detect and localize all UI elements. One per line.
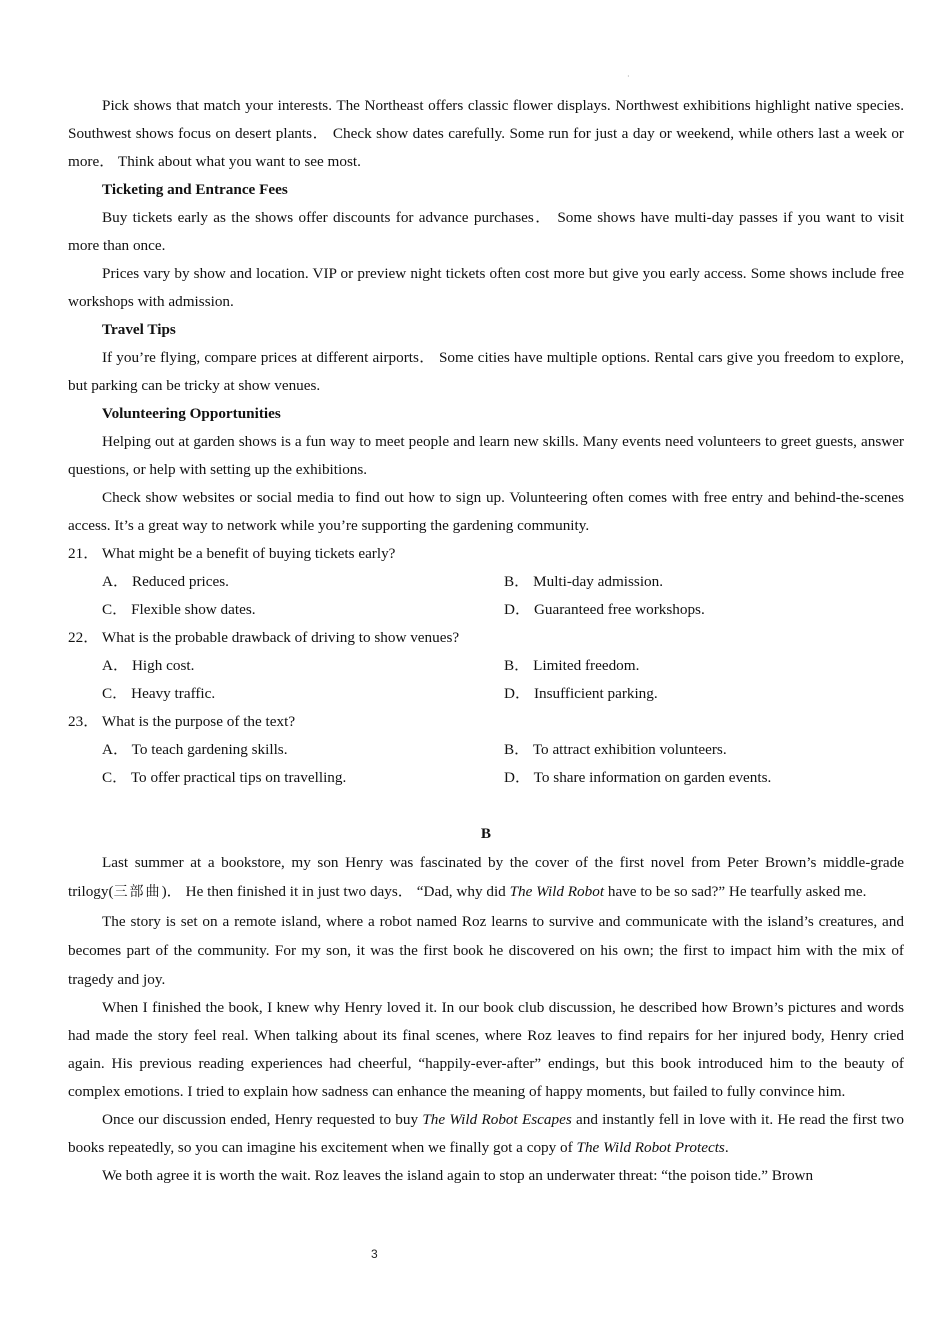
story-paragraph-3: When I finished the book, I knew why Henry loved it. In our book club discussion, he described how Brown’s pictures and words had made the story feel real. When talking about its final scenes, where Roz leaves to find repairs for her injured body, Henry cried again. His previous reading experiences had cheerful, “happily-ever-after” endings, but this book introduced him to the beauty of complex emotions. I tried to explain how sadness can enhance the meaning of happy moments, but failed to fully convince him.: [68, 999, 904, 1100]
story-paragraph-1: [68, 848, 904, 907]
book-title: The Wild Robot Escapes: [422, 1111, 572, 1128]
story-text: and instantly fell in love with it. He read the first two books repeatedly, so you can imagine his excitement when we finally got a copy of: [68, 1111, 904, 1156]
question-21: [68, 540, 904, 624]
question-stem: 22． What is the probable drawback of driving to show venues?: [68, 629, 460, 646]
volunteering-paragraph-2: Check show websites or social media to find out how to sign up. Volunteering often comes with free entry and behind-the-scenes access. It’s a great way to network while you’re supporting the gardening community.: [68, 489, 904, 534]
question-23: [68, 708, 904, 792]
ticketing-paragraph-1: Buy tickets early as the shows offer discounts for advance purchases． Some shows have multi-day passes if you want to visit more than once.: [68, 209, 904, 254]
volunteering-paragraph-1: Helping out at garden shows is a fun way to meet people and learn new skills. Many events need volunteers to greet guests, answer questions, or help with setting up the exhibitions.: [68, 433, 904, 478]
option-d[interactable]: D． Guaranteed free workshops.: [504, 601, 705, 618]
answer-options: [68, 652, 904, 708]
option-b[interactable]: B． Multi-day admission.: [504, 573, 664, 590]
top-mark: ·: [627, 72, 630, 81]
volunteering-heading: Volunteering Opportunities: [102, 405, 281, 422]
page-number: 3: [371, 1247, 378, 1261]
page-body: [68, 92, 904, 1190]
story-paragraph-5: We both agree it is worth the wait. Roz leaves the island again to stop an underwater threat: “the poison tide.” Brown: [102, 1167, 814, 1184]
travel-heading: Travel Tips: [102, 321, 176, 338]
story-text: .: [724, 1139, 729, 1156]
story-paragraph-4: [68, 1106, 904, 1162]
option-d[interactable]: D． To share information on garden events.: [504, 769, 772, 786]
question-22: [68, 624, 904, 708]
book-title: The Wild Robot Protects: [576, 1139, 725, 1156]
story-text: have to be so sad?” He tearfully asked me.: [604, 883, 867, 900]
book-title: The Wild Robot: [509, 883, 605, 900]
travel-paragraph: If you’re flying, compare prices at different airports． Some cities have multiple options. Rental cars give you freedom to explore, but parking can be tricky at show venues.: [68, 349, 904, 394]
story-text: Once our discussion ended, Henry requested to buy: [102, 1111, 423, 1128]
chinese-gloss: 三部曲: [113, 884, 162, 900]
option-b[interactable]: B． To attract exhibition volunteers.: [504, 741, 727, 758]
question-stem: 23． What is the purpose of the text?: [68, 713, 296, 730]
story-text: Last summer at a bookstore, my son Henry was fascinated by the cover of the first novel from Peter Brown’s middle-grade trilogy(: [68, 854, 904, 900]
option-c[interactable]: C． Heavy traffic.: [102, 685, 216, 702]
ticketing-heading: Ticketing and Entrance Fees: [102, 181, 288, 198]
option-a[interactable]: A． To teach gardening skills.: [102, 741, 288, 758]
option-b[interactable]: B． Limited freedom.: [504, 657, 640, 674]
question-stem: 21． What might be a benefit of buying tickets early?: [68, 545, 396, 562]
answer-options: [68, 568, 904, 624]
option-c[interactable]: C． Flexible show dates.: [102, 601, 256, 618]
option-c[interactable]: C． To offer practical tips on travelling.: [102, 769, 347, 786]
option-d[interactable]: D． Insufficient parking.: [504, 685, 658, 702]
story-text: )． He then finished it in just two days． “Dad, why did: [161, 883, 510, 900]
ticketing-paragraph-2: Prices vary by show and location. VIP or preview night tickets often cost more but give you early access. Some shows include free workshops with admission.: [68, 265, 904, 310]
story-paragraph-2: The story is set on a remote island, where a robot named Roz learns to survive and communicate with the island’s creatures, and becomes part of the community. For my son, it was the first book he discovered on his own; the first to impact him with the mix of tragedy and joy.: [68, 913, 904, 988]
section-b-title: B: [480, 825, 492, 842]
option-a[interactable]: A． High cost.: [102, 657, 195, 674]
answer-options: [68, 736, 904, 792]
intro-paragraph: Pick shows that match your interests. The Northeast offers classic flower displays. Northwest exhibitions highlight native species. Southwest shows focus on desert plants． Check show dates carefully. Some run for just a day or weekend, while others last a week or more． Think about what you want to see most.: [68, 97, 904, 170]
option-a[interactable]: A． Reduced prices.: [102, 573, 229, 590]
